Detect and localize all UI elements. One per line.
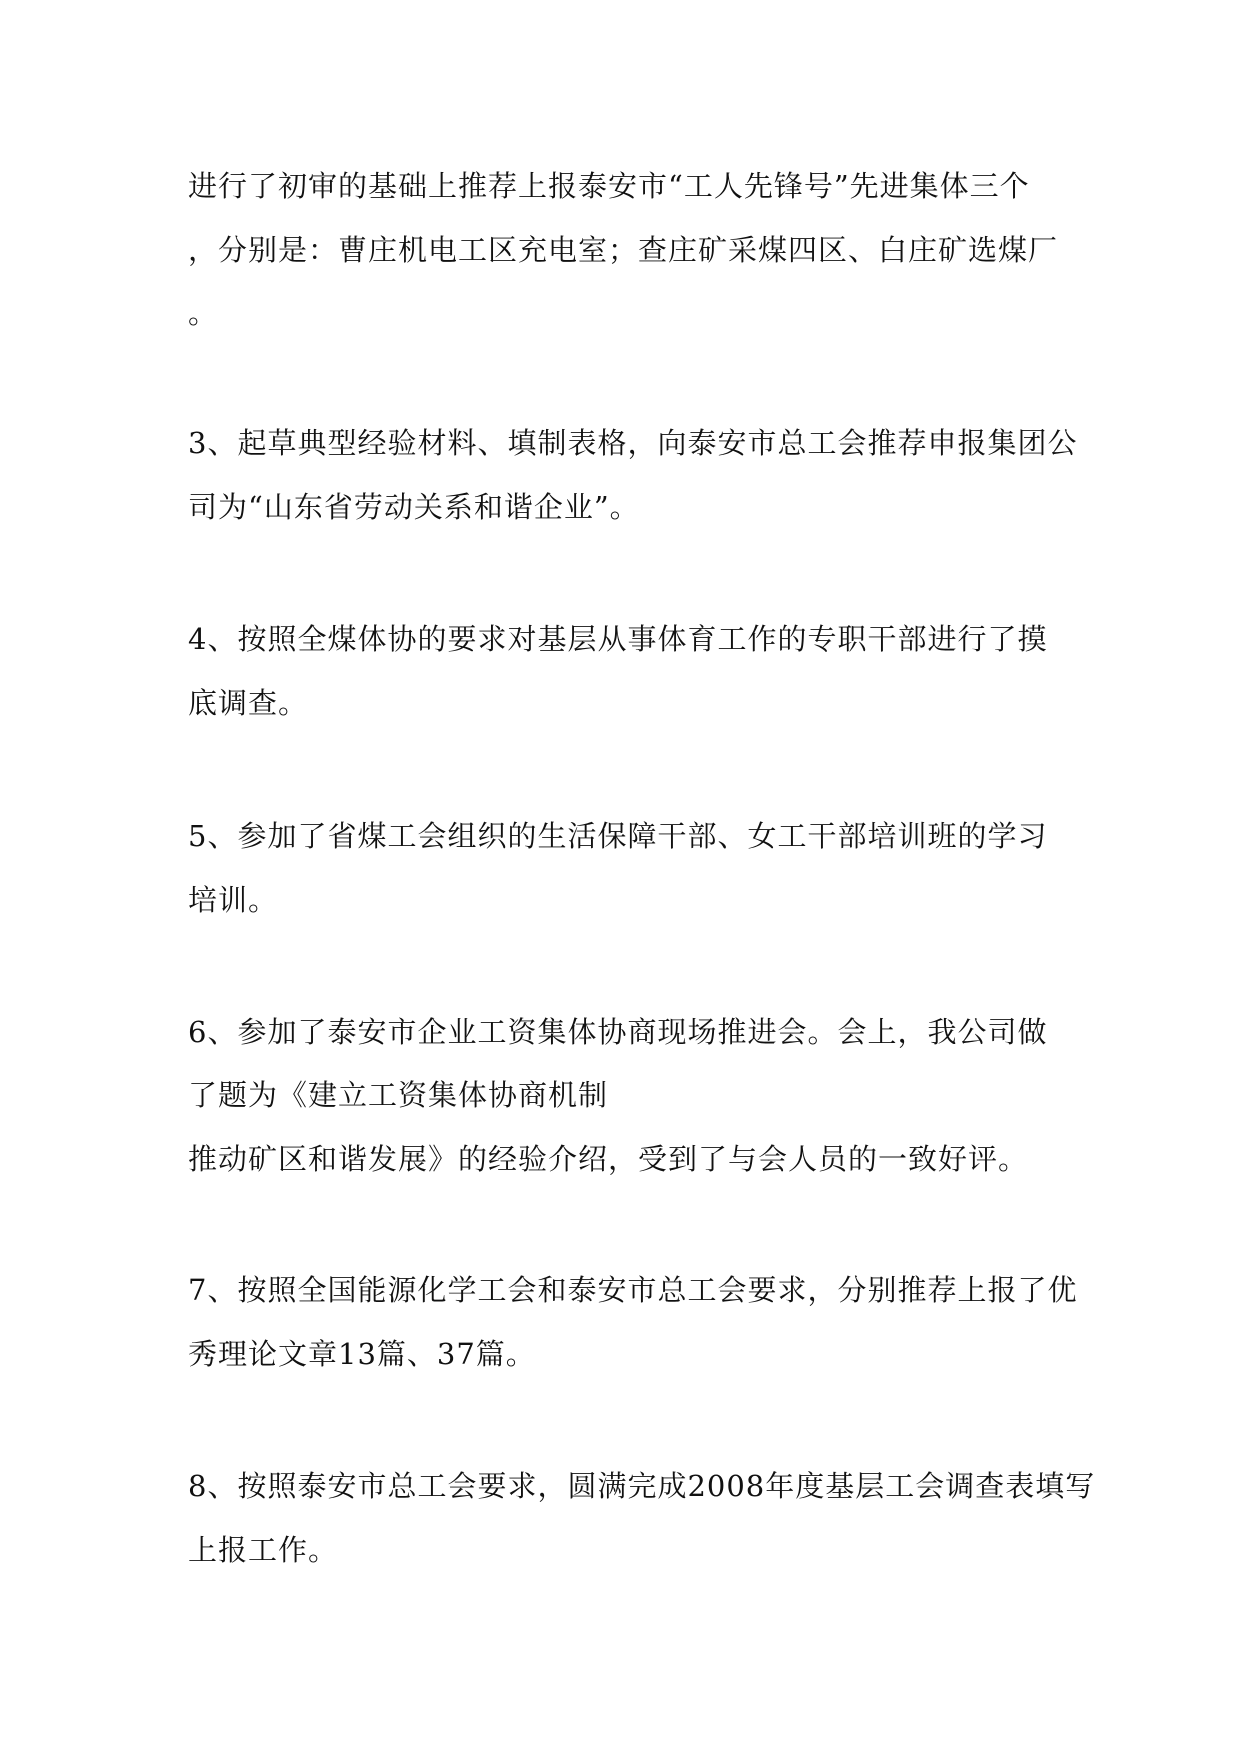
paragraph-6-line-1: 7、按照全国能源化学工会和泰安市总工会要求，分别推荐上报了优 [188,1273,1078,1307]
paragraph-4-line-2: 培训。 [188,883,279,917]
paragraph-5-line-2: 了题为《建立工资集体协商机制 [188,1078,609,1112]
paragraph-7-line-2: 上报工作。 [188,1533,339,1567]
paragraph-1-line-2: ，分别是：曹庄机电工区充电室；查庄矿采煤四区、白庄矿选煤厂 [188,233,1059,267]
paragraph-5-line-3: 推动矿区和谐发展》的经验介绍，受到了与会人员的一致好评。 [188,1142,1029,1176]
paragraph-2-line-1: 3、起草典型经验材料、填制表格，向泰安市总工会推荐申报集团公 [188,426,1078,460]
paragraph-2-line-2: 司为“山东省劳动关系和谐企业”。 [188,490,640,524]
paragraph-6-line-2: 秀理论文章13篇、37篇。 [188,1337,536,1371]
paragraph-3-line-2: 底调查。 [188,686,309,720]
paragraph-5-line-1: 6、参加了泰安市企业工资集体协商现场推进会。会上，我公司做 [188,1015,1048,1049]
paragraph-1-line-3: 。 [188,296,219,330]
paragraph-1-line-1: 进行了初审的基础上推荐上报泰安市“工人先锋号”先进集体三个 [188,169,1030,203]
paragraph-4-line-1: 5、参加了省煤工会组织的生活保障干部、女工干部培训班的学习 [188,819,1048,853]
paragraph-7-line-1: 8、按照泰安市总工会要求，圆满完成2008年度基层工会调查表填写 [188,1469,1096,1503]
paragraph-3-line-1: 4、按照全煤体协的要求对基层从事体育工作的专职干部进行了摸 [188,622,1048,656]
